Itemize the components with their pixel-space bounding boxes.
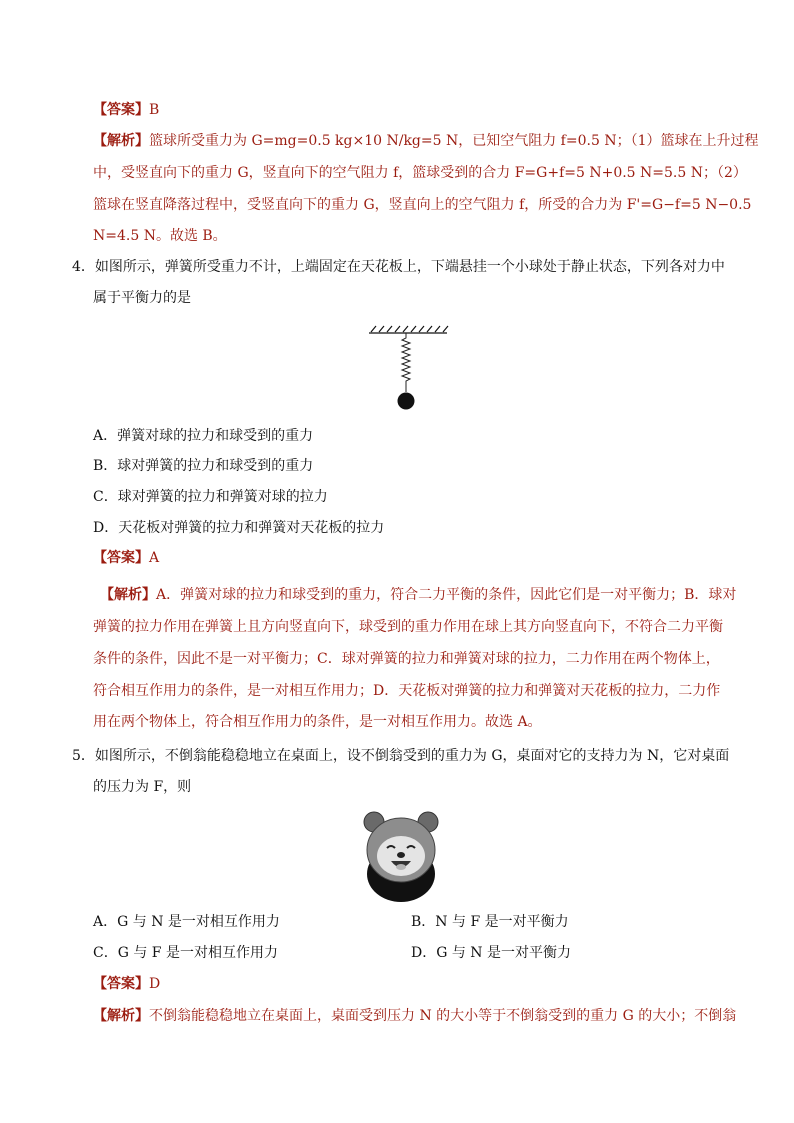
q4-analysis-text-1: A．弹簧对球的拉力和球受到的重力，符合二力平衡的条件，因此它们是一对平衡力；B．球对 bbox=[156, 587, 737, 603]
q4-option-c: C．球对弹簧的拉力和弹簧对球的拉力 bbox=[93, 489, 328, 505]
q4-analysis-line-1 bbox=[100, 586, 740, 604]
q3-analysis-tag: 【解析】 bbox=[93, 133, 149, 149]
q5-stem-line-2: 的压力为 F，则 bbox=[93, 779, 192, 795]
q4-analysis-line-5: 用在两个物体上，符合相互作用力的条件，是一对相互作用力。故选 A。 bbox=[93, 714, 542, 730]
q5-stem-text-1: 如图所示，不倒翁能稳稳地立在桌面上，设不倒翁受到的重力为 G，桌面对它的支持力为 N，它对桌面 bbox=[94, 748, 730, 764]
q5-answer-tag: 【答案】 bbox=[93, 976, 149, 992]
q4-analysis-line-4: 符合相互作用力的条件，是一对相互作用力；D．天花板对弹簧的拉力和弹簧对天花板的拉力，二力作 bbox=[93, 683, 721, 699]
q4-analysis-line-3: 条件的条件，因此不是一对平衡力；C．球对弹簧的拉力和弹簧对球的拉力，二力作用在两个物体上， bbox=[93, 651, 720, 667]
q5-analysis-tag: 【解析】 bbox=[93, 1008, 149, 1024]
q3-analysis-line-4: N=4.5 N。故选 B。 bbox=[93, 228, 227, 244]
q4-option-d: D．天花板对弹簧的拉力和弹簧对天花板的拉力 bbox=[93, 520, 385, 536]
q4-answer: A bbox=[149, 550, 160, 566]
q3-analysis-text-1: 篮球所受重力为 G=mg=0.5 kg×10 N/kg=5 N，已知空气阻力 f=0.5 N；（1）篮球在上升过程 bbox=[149, 133, 759, 149]
spring-ball-figure bbox=[365, 322, 451, 414]
q5-option-d: D．G 与 N 是一对平衡力 bbox=[411, 945, 572, 961]
q4-analysis-line-2: 弹簧的拉力作用在弹簧上且方向竖直向下，球受到的重力作用在球上其方向竖直向下，不符合二力平衡 bbox=[93, 619, 723, 635]
spring-coil bbox=[402, 333, 410, 392]
q5-analysis-line-1 bbox=[93, 1007, 737, 1025]
q4-number: 4． bbox=[72, 259, 95, 275]
q4-option-a: A．弹簧对球的拉力和球受到的重力 bbox=[93, 428, 314, 444]
q3-analysis-line-1 bbox=[93, 132, 759, 150]
q4-stem-line-2: 属于平衡力的是 bbox=[93, 290, 191, 306]
q5-stem-line-1 bbox=[72, 747, 742, 765]
q4-answer-tag: 【答案】 bbox=[93, 550, 149, 566]
q5-answer-line bbox=[93, 975, 733, 993]
tumbler-nose bbox=[397, 852, 405, 858]
tumbler-figure bbox=[360, 808, 442, 904]
q3-analysis-line-3: 篮球在竖直降落过程中，受竖直向下的重力 G，竖直向上的空气阻力 f，所受的合力为 F'=G−f=5 N−0.5 bbox=[93, 197, 752, 213]
q5-option-c: C．G 与 F 是一对相互作用力 bbox=[93, 945, 278, 961]
q5-answer: D bbox=[149, 976, 161, 992]
q5-option-a: A．G 与 N 是一对相互作用力 bbox=[93, 914, 280, 930]
ceiling-hatch bbox=[369, 326, 448, 333]
tumbler-tongue bbox=[396, 864, 406, 870]
q3-answer-tag: 【答案】 bbox=[93, 102, 149, 118]
q4-stem-line-1 bbox=[72, 258, 742, 276]
ball bbox=[398, 393, 415, 410]
q4-analysis-tag: 【解析】 bbox=[100, 587, 156, 603]
q3-answer-line bbox=[93, 101, 733, 119]
q4-option-b: B．球对弹簧的拉力和球受到的重力 bbox=[93, 458, 314, 474]
q3-answer: B bbox=[149, 102, 160, 118]
q4-answer-line bbox=[93, 549, 733, 567]
q3-analysis-line-2: 中，受竖直向下的重力 G，竖直向下的空气阻力 f，篮球受到的合力 F=G+f=5 N+0.5 N=5.5 N；（2） bbox=[93, 165, 747, 181]
q4-stem-text-1: 如图所示，弹簧所受重力不计，上端固定在天花板上，下端悬挂一个小球处于静止状态，下列各对力中 bbox=[94, 259, 725, 275]
q5-number: 5． bbox=[72, 748, 95, 764]
q5-option-b: B．N 与 F 是一对平衡力 bbox=[411, 914, 569, 930]
q5-analysis-text-1: 不倒翁能稳稳地立在桌面上，桌面受到压力 N 的大小等于不倒翁受到的重力 G 的大小；不倒翁 bbox=[149, 1008, 737, 1024]
